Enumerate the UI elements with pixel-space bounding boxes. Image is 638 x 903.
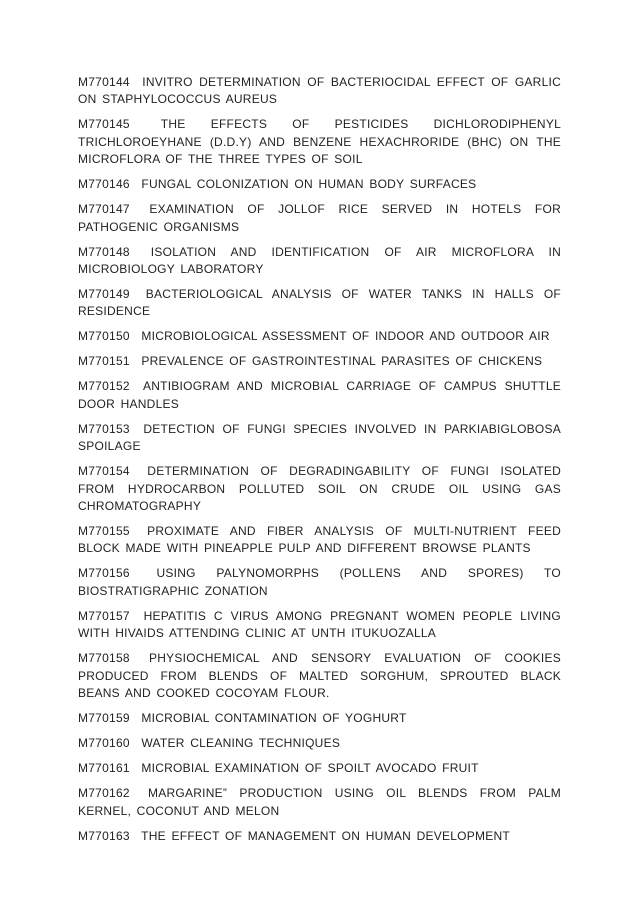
entry-code: M770150 [78, 329, 130, 344]
list-item [78, 176, 561, 193]
entry-title: PREVALENCE OF GASTROINTESTINAL PARASITES OF CHICKENS [141, 354, 543, 369]
entry-title: PHYSIOCHEMICAL AND SENSORY EVALUATION OF COOKIES PRODUCED FROM BLENDS OF MALTED SORGHUM, SPROUTED BLACK BEANS AND COOKED COCOYAM FLOUR. [78, 651, 561, 701]
entry-code: M770159 [78, 711, 130, 726]
list-item [78, 244, 561, 279]
list-item [78, 74, 561, 109]
entry-code: M770154 [78, 464, 130, 479]
entry-code: M770163 [78, 828, 130, 843]
list-item [78, 421, 561, 456]
list-item [78, 523, 561, 558]
entry-title: BACTERIOLOGICAL ANALYSIS OF WATER TANKS IN HALLS OF RESIDENCE [78, 287, 562, 319]
entry-title: MICROBIAL CONTAMINATION OF YOGHURT [141, 711, 407, 726]
entry-title: INVITRO DETERMINATION OF BACTERIOCIDAL EFFECT OF GARLIC ON STAPHYLOCOCCUS AUREUS [78, 75, 561, 107]
list-item [78, 785, 561, 820]
entry-code: M770156 [78, 566, 130, 581]
entry-code: M770153 [78, 421, 130, 436]
entry-title: ISOLATION AND IDENTIFICATION OF AIR MICROFLORA IN MICROBIOLOGY LABORATORY [78, 244, 561, 277]
entry-title: MARGARINE” PRODUCTION USING OIL BLENDS FROM PALM KERNEL, COCONUT AND MELON [78, 786, 562, 818]
list-item [78, 328, 561, 345]
list-item [78, 608, 561, 643]
list-item [78, 286, 561, 321]
entry-title: HEPATITIS C VIRUS AMONG PREGNANT WOMEN PEOPLE LIVING WITH HIVAIDS ATTENDING CLINIC AT UNTH ITUKUOZALLA [78, 608, 561, 641]
entry-code: M770148 [78, 244, 130, 259]
project-topic-list [78, 74, 561, 853]
entry-code: M770155 [78, 524, 130, 539]
list-item [78, 650, 561, 702]
list-item [78, 710, 561, 727]
entry-code: M770152 [78, 379, 130, 394]
entry-title: USING PALYNOMORPHS (POLLENS AND SPORES) TO BIOSTRATIGRAPHIC ZONATION [78, 566, 561, 598]
entry-title: MICROBIAL EXAMINATION OF SPOILT AVOCADO FRUIT [141, 761, 479, 776]
entry-code: M770149 [78, 287, 130, 302]
list-item [78, 828, 561, 845]
entry-code: M770161 [78, 761, 130, 776]
list-item [78, 735, 561, 752]
entry-code: M770146 [78, 177, 130, 192]
entry-code: M770162 [78, 786, 130, 801]
list-item [78, 116, 561, 168]
entry-title: WATER CLEANING TECHNIQUES [141, 736, 341, 751]
entry-code: M770147 [78, 202, 130, 217]
entry-title: ANTIBIOGRAM AND MICROBIAL CARRIAGE OF CAMPUS SHUTTLE DOOR HANDLES [78, 379, 562, 411]
list-item [78, 760, 561, 777]
entry-code: M770144 [78, 75, 130, 89]
entry-title: FUNGAL COLONIZATION ON HUMAN BODY SURFACES [141, 177, 477, 192]
list-item [78, 353, 561, 370]
entry-title: MICROBIOLOGICAL ASSESSMENT OF INDOOR AND OUTDOOR AIR [141, 329, 550, 344]
entry-code: M770145 [78, 117, 130, 132]
list-item [78, 378, 561, 413]
entry-title: DETERMINATION OF DEGRADINGABILITY OF FUNGI ISOLATED FROM HYDROCARBON POLLUTED SOIL ON CRUDE OIL USING GAS CHROMATOGRAPHY [78, 464, 561, 514]
entry-title: THE EFFECT OF MANAGEMENT ON HUMAN DEVELOPMENT [141, 828, 511, 843]
entry-title: EXAMINATION OF JOLLOF RICE SERVED IN HOTELS FOR PATHOGENIC ORGANISMS [78, 202, 561, 234]
entry-title: DETECTION OF FUNGI SPECIES INVOLVED IN PARKIABIGLOBOSA SPOILAGE [78, 421, 561, 454]
entry-title: PROXIMATE AND FIBER ANALYSIS OF MULTI-NUTRIENT FEED BLOCK MADE WITH PINEAPPLE PULP AND DIFFERENT BROWSE PLANTS [78, 524, 561, 556]
entry-code: M770151 [78, 354, 130, 369]
list-item [78, 565, 561, 600]
entry-code: M770160 [78, 736, 130, 751]
entry-code: M770157 [78, 608, 130, 623]
list-item [78, 463, 561, 515]
entry-code: M770158 [78, 651, 130, 666]
entry-title: THE EFFECTS OF PESTICIDES DICHLORODIPHENYL TRICHLOROEYHANE (D.D.Y) AND BENZENE HEXACHRORIDE (BHC) ON THE MICROFLORA OF THE THREE TYPES OF SOIL [78, 117, 562, 167]
list-item [78, 201, 561, 236]
